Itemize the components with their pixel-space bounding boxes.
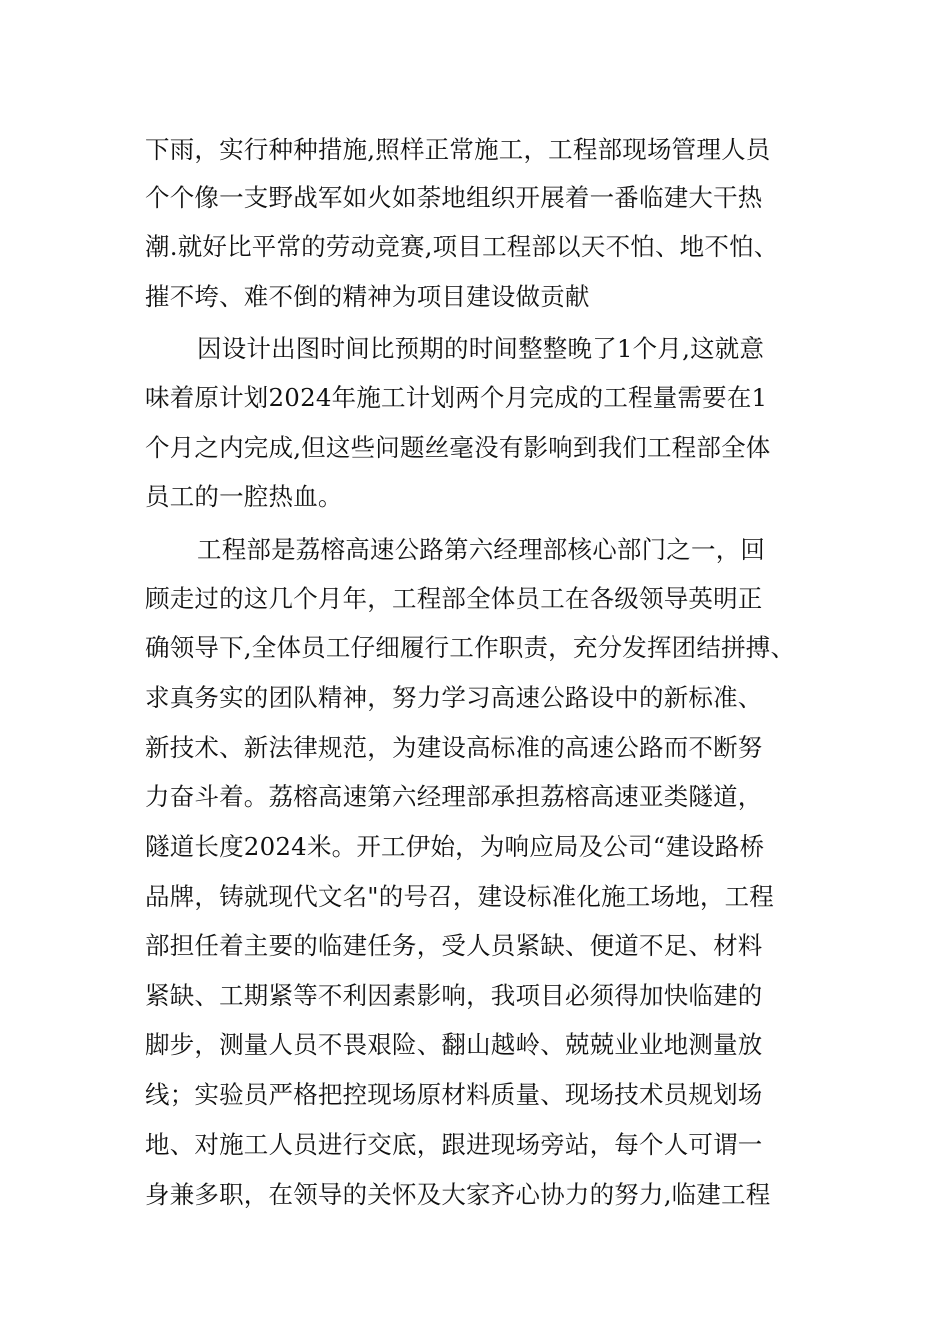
text-line-4: 摧不垮、难不倒的精神为项目建设做贡献 — [145, 282, 590, 311]
text-line-7: 个月之内完成,但这些问题丝毫没有影响到我们工程部全体 — [145, 433, 771, 462]
text-line-15: 隧道长度2024米。开工伊始，为响应局及公司“建设路桥 — [145, 832, 765, 861]
text-line-10: 顾走过的这几个月年，工程部全体员工在各级领导英明正 — [145, 584, 763, 613]
text-line-3: 潮.就好比平常的劳动竞赛,项目工程部以天不怕、地不怕、 — [145, 232, 779, 261]
text-line-16: 品牌，铸就现代文名"的号召，建设标准化施工场地，工程 — [145, 882, 774, 911]
text-line-18: 紧缺、工期紧等不利因素影响，我项目必须得加快临建的 — [145, 981, 763, 1010]
text-line-6: 味着原计划2024年施工计划两个月完成的工程量需要在1 — [145, 383, 768, 412]
text-line-21: 地、对施工人员进行交底，跟进现场旁站，每个人可谓一 — [145, 1130, 763, 1159]
text-line-1: 下雨，实行种种措施,照样正常施工，工程部现场管理人员 — [145, 135, 771, 164]
text-line-11: 确领导下,全体员工仔细履行工作职责，充分发挥团结拼搏、 — [145, 633, 796, 662]
text-line-22: 身兼多职，在领导的关怀及大家齐心协力的努力,临建工程 — [145, 1180, 771, 1209]
text-line-19: 脚步，测量人员不畏艰险、翻山越岭、兢兢业业地测量放 — [145, 1030, 763, 1059]
text-line-13: 新技术、新法律规范，为建设高标准的高速公路而不断努 — [145, 733, 763, 762]
text-line-20: 线；实验员严格把控现场原材料质量、现场技术员规划场 — [145, 1080, 763, 1109]
paragraph-2-line-1: 因设计出图时间比预期的时间整整晚了1个月,这就意 — [197, 334, 765, 363]
text-line-2: 个个像一支野战军如火如荼地组织开展着一番临建大干热 — [145, 183, 763, 212]
text-line-14: 力奋斗着。荔榕高速第六经理部承担荔榕高速亚类隧道， — [145, 782, 763, 811]
paragraph-3-line-1: 工程部是荔榕高速公路第六经理部核心部门之一，回 — [197, 535, 766, 564]
text-line-17: 部担任着主要的临建任务，受人员紧缺、便道不足、材料 — [145, 931, 763, 960]
text-line-12: 求真务实的团队精神，努力学习高速公路设中的新标准、 — [145, 683, 763, 712]
text-line-8: 员工的一腔热血。 — [145, 482, 343, 511]
